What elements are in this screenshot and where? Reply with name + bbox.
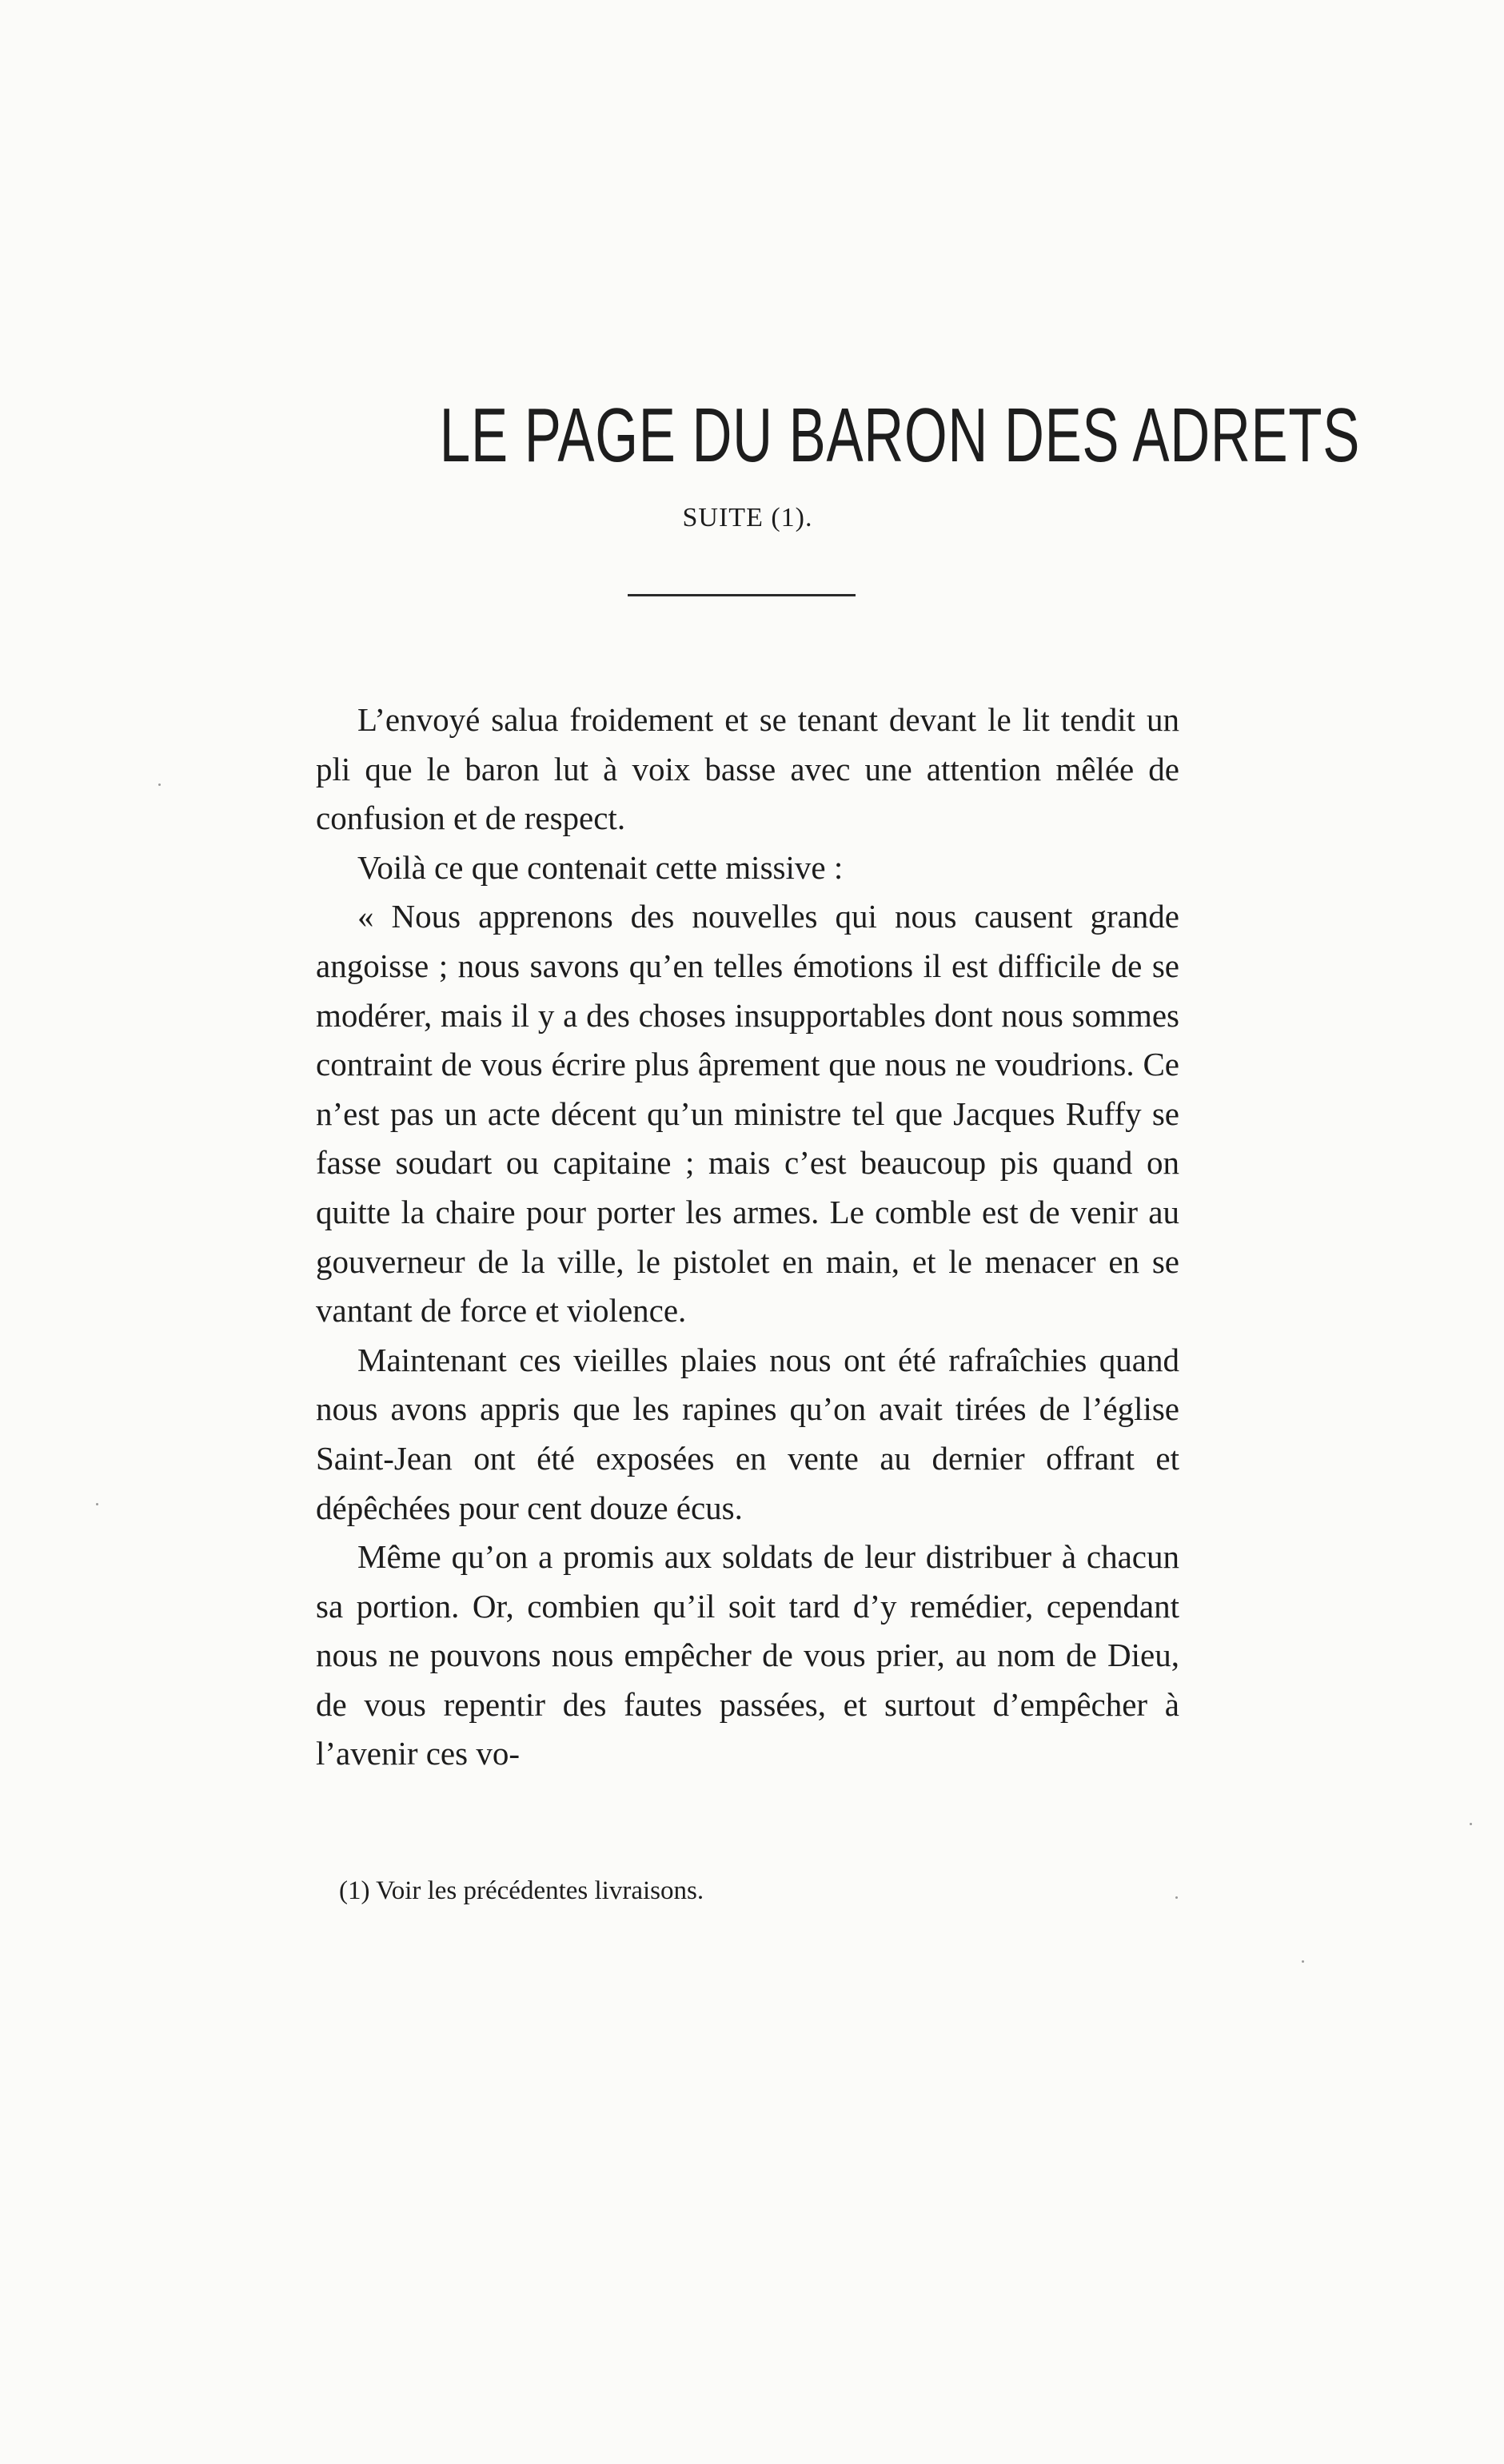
body-text [316,696,1179,1779]
paragraph: Maintenant ces vieilles plaies nous ont été rafraîchies quand nous avons appris que les rapines qu’on avait tirées de l’église Saint-Jean ont été exposées en vente au dernier offrant et dépêchées pour cent douze écus. [316,1341,1179,1526]
paragraph: L’envoyé salua froidement et se tenant devant le lit tendit un pli que le baron lut à voix basse avec une attention mêlée de confusion et de respect. [316,701,1179,837]
footnote: (1) Voir les précédentes livraisons. [339,1876,704,1905]
paper-speck [1302,1960,1304,1963]
paper-speck [96,1503,98,1505]
paper-speck [158,783,161,786]
paper-speck [1470,1823,1472,1825]
paragraph: Même qu’on a promis aux soldats de leur distribuer à chacun sa portion. Or, combien qu’il soit tard d’y remédier, cependant nous ne pouvons nous empêcher de vous prier, au nom de Dieu, de vous repentir des fautes passées, et surtout d’empêcher à l’avenir ces vo- [316,1538,1179,1772]
paper-speck [1175,1896,1178,1899]
chapter-subtitle: SUITE (1). [682,503,813,532]
title-divider [628,594,856,596]
paragraph: Voilà ce que contenait cette missive : [357,848,844,886]
chapter-title: LE PAGE DU BARON DES ADRETS [439,393,1361,478]
paragraph: « Nous apprenons des nouvelles qui nous causent grande angoisse ; nous savons qu’en telles émotions il est difficile de se modérer, mais il y a des choses insupportables dont nous sommes contraint de vous écrire plus âprement que nous ne voudrions. Ce n’est pas un acte décent qu’un ministre tel que Jacques Ruffy se fasse soudart ou capitaine ; mais c’est beaucoup pis quand on quitte la chaire pour porter les armes. Le comble est de venir au gouverneur de la ville, le pistolet en main, et le menacer en se vantant de force et violence. [316,898,1179,1330]
